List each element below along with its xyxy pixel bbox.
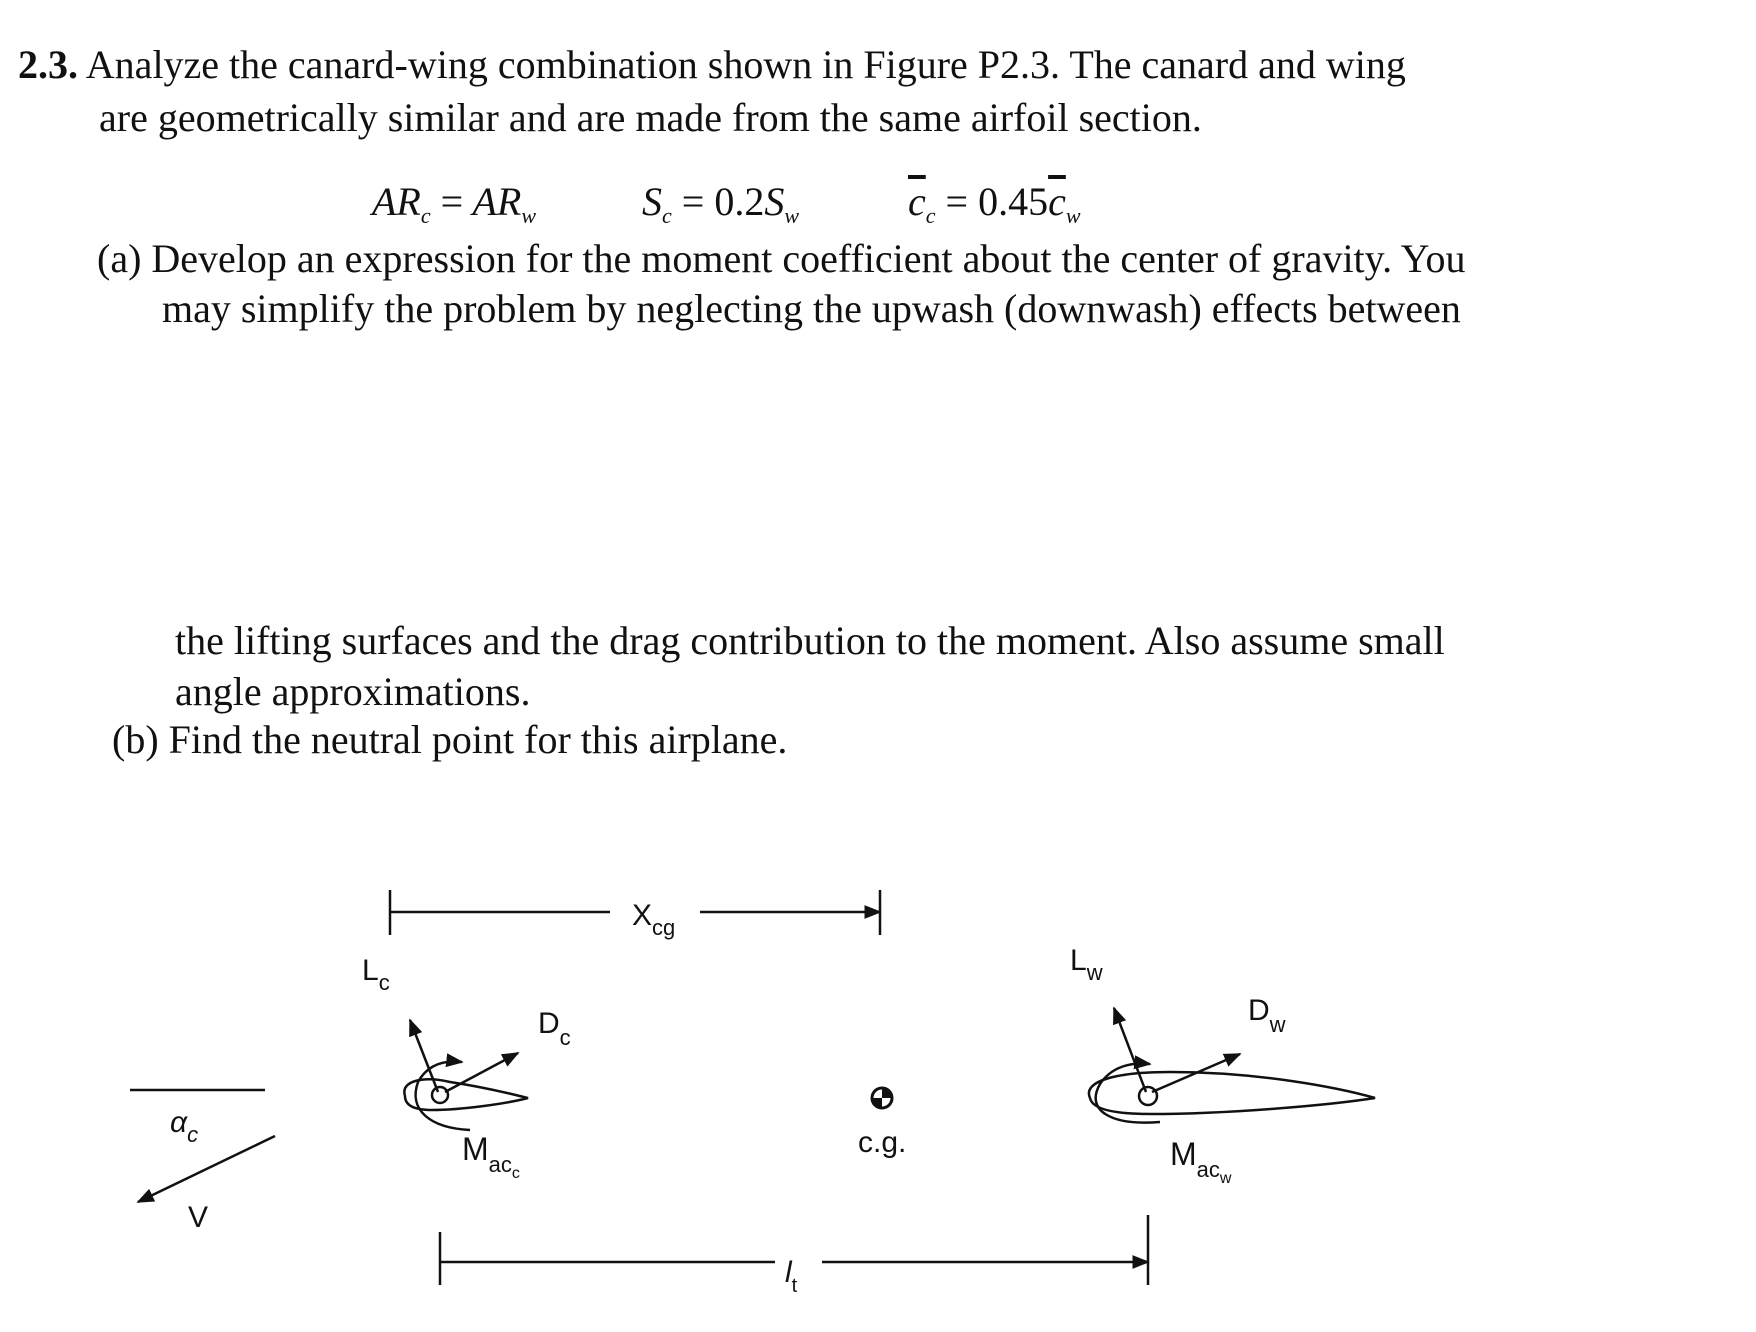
canard-lift-label: $L_c$ [362,954,390,995]
canard-moment-label: $M_{ac}c$ [462,1131,520,1182]
equation-chord: $\overline{c}_c = 0.45\overline{c}_w$ [908,179,1081,228]
problem-intro-line2: are geometrically similar and are made from the same airfoil section. [99,95,1202,140]
part-b-text: Find the neutral point for this airplane. [168,717,788,762]
canard-airfoil [404,1020,528,1130]
canard-moment-arrow [416,1062,470,1130]
wing-moment-label: $M_{ac}w$ [1170,1136,1232,1187]
part-a-line2: may simplify the problem by neglecting the upwash (downwash) effects between [162,286,1461,331]
figure-canard-wing [0,870,1756,1310]
part-a-line1 [97,232,1465,285]
equation-aspect-ratio: $AR_c = AR_w$ [372,179,537,228]
part-b-line [112,713,787,766]
part-a-line3: the lifting surfaces and the drag contribution to the moment. Also assume small [175,618,1445,663]
velocity-vector [130,1090,275,1202]
wing-drag-label: $D_w$ [1248,994,1286,1037]
xcg-label: $X_{cg}$ [632,899,676,940]
equation-area: $S_c = 0.2S_w$ [642,179,800,228]
part-a-text-1: Develop an expression for the moment coefficient about the center of gravity. You [151,236,1466,281]
canard-drag-arrow [445,1053,518,1092]
wing-lift-arrow [1114,1008,1146,1092]
alpha-label: $\alpha_c$ [170,1106,199,1147]
velocity-label: V [188,1201,209,1234]
problem-number: 2.3. [18,42,78,87]
problem-intro-text-1: Analyze the canard-wing combination shown in Figure P2.3. The canard and wing [85,42,1406,87]
cg-symbol [872,1088,892,1108]
canard-drag-label: $D_c$ [538,1007,571,1050]
wing-lift-label: $L_w$ [1070,944,1103,985]
lt-label: $l_t$ [785,1256,798,1297]
wing-airfoil [1089,1008,1375,1123]
part-b-label: (b) [112,717,159,762]
part-a-line4: angle approximations. [175,669,531,714]
part-a-label: (a) [97,236,142,281]
problem-intro-line1 [18,38,1406,91]
cg-label: c.g. [858,1126,907,1159]
